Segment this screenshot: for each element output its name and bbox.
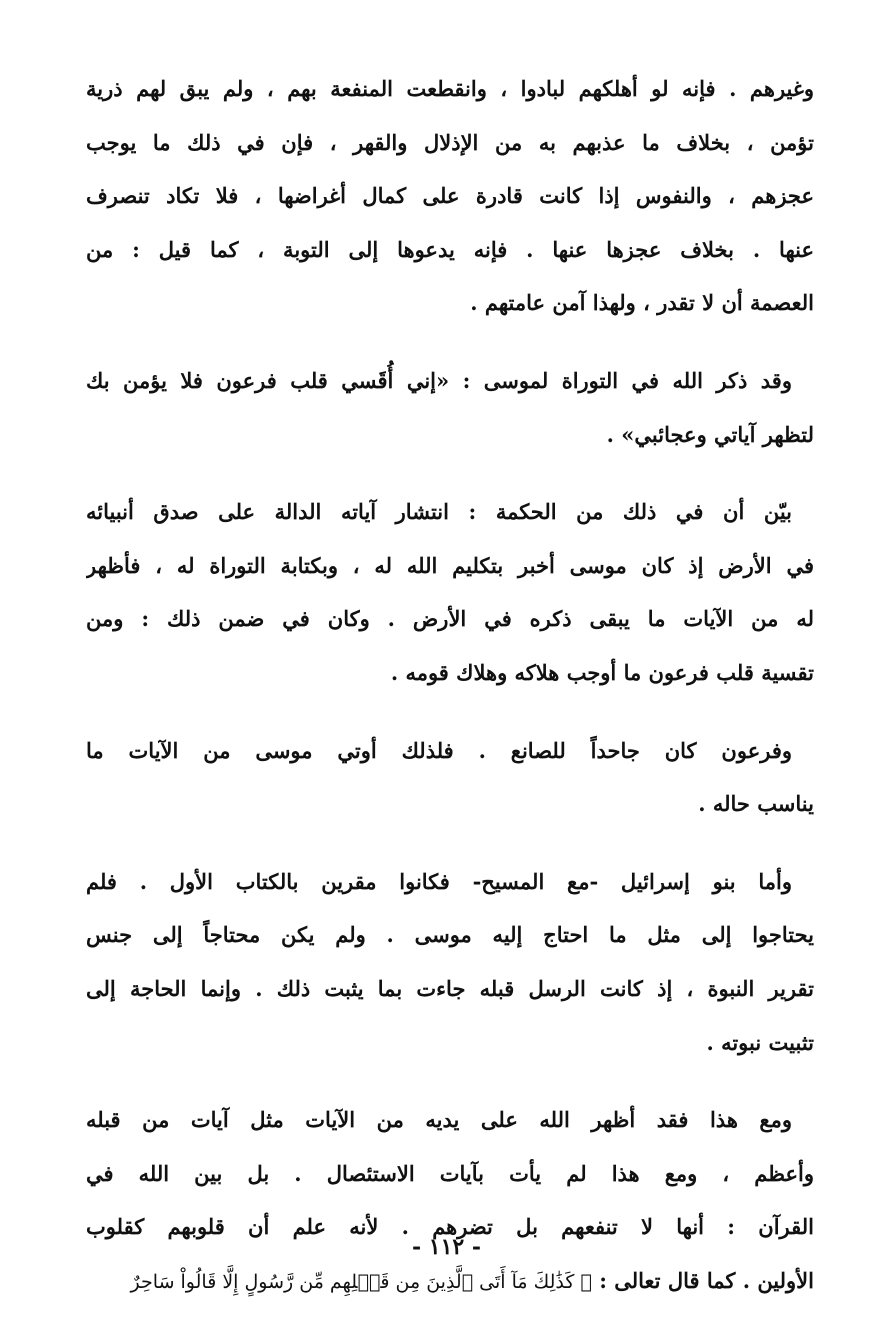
text-line: الأولين . كما قال تعالى : <box>599 1267 814 1293</box>
text-line: عنها . بخلاف عجزها عنها . فإنه يدعوها إلى التوبة ، كما قيل : من <box>86 236 814 262</box>
text-line: القرآن : أنها لا تنفعهم بل تضرهم . لأنه علم أن قلوبهم كقلوب <box>86 1214 814 1240</box>
text-line: تؤمن ، بخلاف ما عذبهم به من الإذلال والقهر ، فإن في ذلك ما يوجب <box>86 129 814 155</box>
paragraph-3 <box>86 485 814 699</box>
text-line: يناسب حاله . <box>698 791 814 817</box>
text-line: له من الآيات ما يبقى ذكره في الأرض . وكان في ضمن ذلك : ومن <box>86 606 814 632</box>
text-line: تقسية قلب فرعون ما أوجب هلاكه وهلاك قومه . <box>390 659 814 685</box>
text-line: تثبيت نبوته . <box>706 1029 814 1055</box>
paragraph-6 <box>86 1093 814 1309</box>
text-line: بيّن أن في ذلك من الحكمة : انتشار آياته الدالة على صدق أنبيائه <box>86 499 792 525</box>
page-number: - ١١٢ - <box>411 1234 482 1260</box>
text-line: وغيرهم . فإنه لو أهلكهم لبادوا ، وانقطعت المنفعة بهم ، ولم يبق لهم ذرية <box>86 76 814 101</box>
text-line: وأما بنو إسرائيل -مع المسيح- فكانوا مقرين بالكتاب الأول . فلم <box>86 868 792 894</box>
paragraph-1 <box>86 62 814 330</box>
paragraph-2 <box>86 354 814 461</box>
text-line: وقد ذكر الله في التوراة لموسى : «إني أُقَسي قلب فرعون فلا يؤمن بك <box>86 367 792 393</box>
text-line: العصمة أن لا تقدر ، ولهذا آمن عامتهم . <box>470 290 814 316</box>
text-line: لتظهر آياتي وعجائبي» . <box>606 421 814 447</box>
text-line: تقرير النبوة ، إذ كانت الرسل قبله جاءت بما يثبت ذلك . وإنما الحاجة إلى <box>86 975 814 1001</box>
text-line: وأعظم ، ومع هذا لم يأت بآيات الاستئصال . بل بين الله في <box>86 1160 814 1186</box>
text-line: ومع هذا فقد أظهر الله على يديه من الآيات مثل آيات من قبله <box>86 1107 792 1133</box>
paragraph-5 <box>86 855 814 1069</box>
text-line: وفرعون كان جاحداً للصانع . فلذلك أوتي موسى من الآيات ما <box>86 737 792 763</box>
paragraph-4 <box>86 724 814 831</box>
text-line: في الأرض إذ كان موسى أخبر بتكليم الله له ، وبكتابة التوراة له ، فأظهر <box>86 552 814 578</box>
page-body <box>86 62 814 1331</box>
text-line: عجزهم ، والنفوس إذا كانت قادرة على كمال أغراضها ، فلا تكاد تنصرف <box>86 183 814 209</box>
text-line-with-quran <box>86 1254 814 1310</box>
text-line: يحتاجوا إلى مثل ما احتاج إليه موسى . ولم يكن محتاجاً إلى جنس <box>86 922 814 948</box>
quran-verse: ﴿ كَذَٰلِكَ مَآ أَتَى ٱلَّذِينَ مِن قَبۡلِهِم مِّن رَّسُولٍ إِلَّا قَالُواْ سَاحِرٌ <box>130 1270 592 1293</box>
